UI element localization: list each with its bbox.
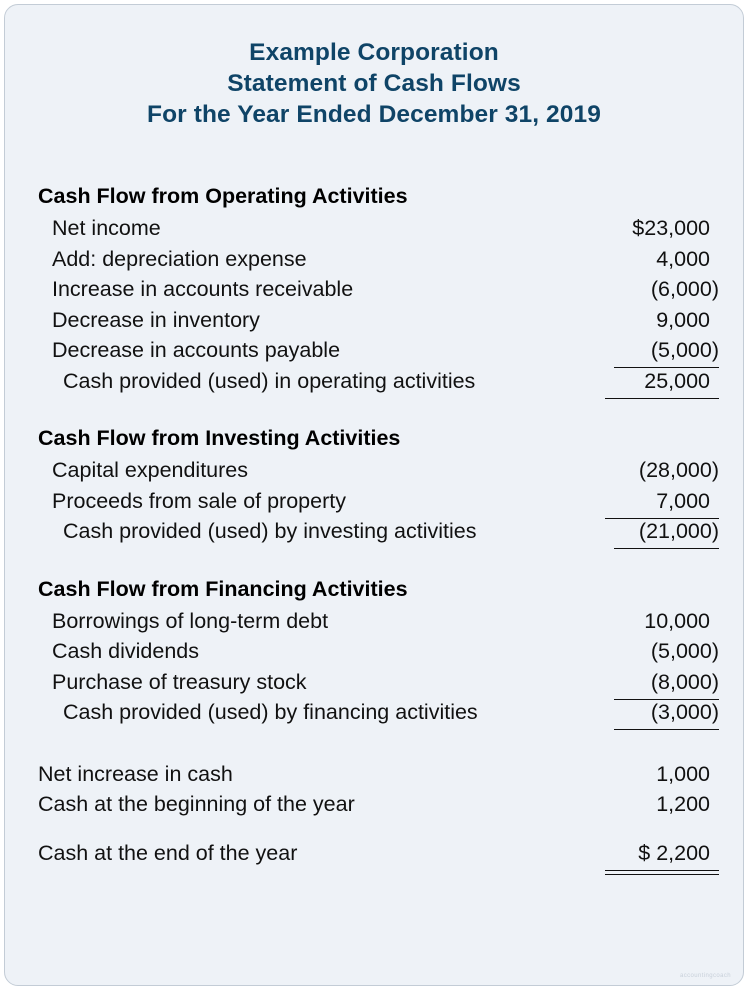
line-item-amount: 9,000 [656, 307, 710, 332]
line-item-row [38, 609, 719, 640]
summary-amount-total: $ 2,200 [606, 841, 719, 866]
line-item-row [38, 277, 719, 308]
subtotal-label: Cash provided (used) in operating activities [63, 368, 476, 393]
subtotal-label: Cash provided (used) by investing activities [63, 519, 477, 543]
line-item-amount: 4,000 [656, 246, 710, 271]
line-item-row [38, 639, 719, 670]
watermark: accountingcoach [679, 973, 731, 979]
line-item-amount: (8,000) [615, 670, 719, 695]
line-item-amount: (28,000) [638, 458, 719, 482]
summary-gap [38, 731, 719, 762]
section-gap [38, 550, 719, 577]
line-item-label: Decrease in accounts payable [52, 338, 341, 362]
line-item-label: Cash dividends [52, 639, 200, 663]
line-item-amount: (5,000) [615, 338, 719, 363]
line-item-row [38, 216, 719, 247]
statement-title: Statement of Cash Flows [227, 70, 521, 97]
line-item-row [38, 247, 719, 278]
summary-label: Net increase in cash [38, 761, 233, 786]
summary-label: Cash at the beginning of the year [38, 792, 355, 816]
line-item-amount: $23,000 [632, 216, 710, 240]
document-header [5, 5, 743, 130]
line-item-label: Add: depreciation expense [52, 246, 307, 271]
line-item-label: Borrowings of long-term debt [52, 608, 329, 633]
section-heading-operating: Cash Flow from Operating Activities [38, 184, 408, 208]
summary-label: Cash at the end of the year [38, 840, 298, 865]
line-item-row [38, 338, 719, 369]
line-item-amount: (6,000) [650, 277, 719, 301]
line-item-amount: 10,000 [644, 608, 710, 633]
line-item-label: Proceeds from sale of property [52, 488, 346, 513]
subtotal-amount: (21,000) [615, 519, 719, 544]
subtotal-amount: (3,000) [615, 700, 719, 725]
line-item-row [38, 308, 719, 339]
line-item-label: Net income [52, 216, 161, 240]
summary-row-net-increase [38, 762, 719, 793]
line-item-label: Decrease in inventory [52, 307, 260, 332]
statement-period: For the Year Ended December 31, 2019 [147, 101, 601, 128]
summary-row-ending-cash [38, 841, 719, 872]
subtotal-row [38, 369, 719, 400]
summary-row-beginning-cash [38, 792, 719, 823]
subtotal-row [38, 519, 719, 550]
subtotal-row [38, 700, 719, 731]
statement-card [4, 4, 744, 986]
summary-amount: 1,000 [656, 761, 710, 786]
statement-body [5, 184, 743, 871]
company-name: Example Corporation [249, 39, 499, 66]
line-item-amount: 7,000 [606, 489, 719, 514]
line-item-amount: (5,000) [650, 639, 719, 663]
section-heading-investing: Cash Flow from Investing Activities [38, 426, 401, 450]
subtotal-amount: 25,000 [606, 369, 719, 394]
line-item-row [38, 489, 719, 520]
line-item-row [38, 458, 719, 489]
subtotal-label: Cash provided (used) by financing activities [63, 700, 478, 724]
ending-cash-gap [38, 823, 719, 841]
line-item-label: Purchase of treasury stock [52, 669, 307, 694]
line-item-label: Capital expenditures [52, 458, 249, 482]
section-gap [38, 399, 719, 426]
section-heading-financing: Cash Flow from Financing Activities [38, 576, 408, 601]
line-item-row [38, 670, 719, 701]
summary-amount: 1,200 [656, 792, 710, 816]
line-item-label: Increase in accounts receivable [52, 277, 354, 301]
